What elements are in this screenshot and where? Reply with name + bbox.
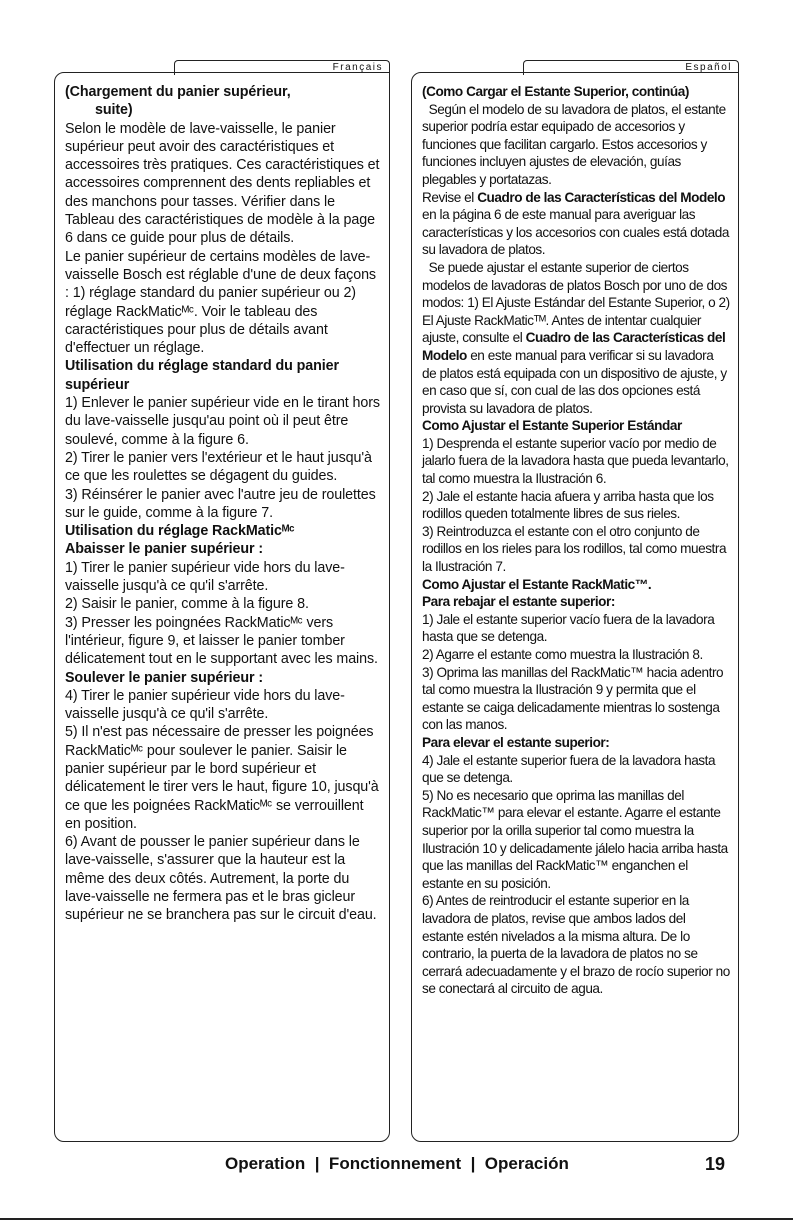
section-heading: Utilisation du réglage RackMaticᴹᶜ bbox=[65, 523, 295, 540]
bottom-rule bbox=[0, 1218, 793, 1220]
section-heading: (Chargement du panier supérieur, bbox=[65, 84, 291, 100]
french-language-tab: Français bbox=[174, 60, 390, 75]
section-heading: Soulever le panier supérieur : bbox=[65, 669, 264, 686]
paragraph: Le panier supérieur de certains modèles de lave-vaisselle Bosch est réglable d'une de deux façons : 1) réglage standard du panier supérieur ou 2) réglage RackMaticᴹᶜ. Voir le tableau des caractéristiques pour plus de détails avant d'effectuer un réglage. bbox=[65, 248, 376, 357]
text-run: en la página 6 de este manual para averiguar las características y los accesorios con cuales está dotada su lavadora de platos. bbox=[422, 207, 729, 258]
text-run: Se puede ajustar el estante superior de ciertos modelos de lavadoras de platos Bosch por uno de dos modos: 1) El Ajuste Estándar del Estante Superior, o 2) El Ajuste RackMaticᵀᴹ. Antes de intentar cualquier ajuste, consulte el bbox=[422, 259, 730, 346]
section-heading: Para rebajar el estante superior: bbox=[422, 594, 615, 610]
paragraph: 2) Agarre el estante como muestra la Ilustración 8. bbox=[422, 647, 703, 662]
french-column bbox=[54, 72, 390, 1142]
bold-reference: Cuadro de las Características del Modelo bbox=[477, 189, 726, 205]
paragraph: 3) Oprima las manillas del RackMatic™ hacia adentro tal como muestra la Ilustración 9 y permita que el estante se caiga delicadamente mientras lo sostenga con las manos. bbox=[422, 664, 724, 733]
paragraph bbox=[422, 189, 730, 259]
text-run: Revise el bbox=[422, 189, 478, 205]
spanish-content bbox=[422, 83, 730, 998]
paragraph: 4) Jale el estante superior fuera de la lavadora hasta que se detenga. bbox=[422, 752, 716, 786]
paragraph: 1) Enlever le panier supérieur vide en le tirant hors du lave-vaisselle jusqu'au point où il peut être soulevé, comme à la figure 6. bbox=[65, 395, 380, 448]
paragraph: 6) Avant de pousser le panier supérieur dans le lave-vaisselle, s'assurer que la hauteur est la même des deux côtés. Autrement, la porte du lave-vaisselle ne fermera pas et le bras gicleur supérieur ne se branchera pas sur le circuit d'eau. bbox=[65, 834, 377, 924]
bold-reference: Cuadro de las Características del Modelo bbox=[422, 330, 726, 363]
paragraph: 3) Réinsérer le panier avec l'autre jeu de roulettes sur le guide, comme à la figure 7. bbox=[65, 486, 376, 521]
paragraph: 5) No es necesario que oprima las manillas del RackMatic™ para elevar el estante. Agarre el estante superior por la orilla superior tal como muestra la Ilustración 10 y delicadamente jálelo hacia arriba hasta que las manillas del RackMatic™ enganchen el estante en su posición. bbox=[422, 787, 728, 891]
paragraph: 6) Antes de reintroducir el estante superior en la lavadora de platos, revise que ambos lados del estante estén nivelados a la misma altura. De lo contrario, la puerta de la lavadora de platos no se cerrará adecuadamente y el brazo de rocío superior no se conectará al circuito de agua. bbox=[422, 893, 730, 997]
paragraph: Según el modelo de su lavadora de platos, el estante superior podría estar equipado de accesorios y funciones que facilitan cargarlo. Estos accesorios y funciones incluyen ajustes de elevación, guías plegables y portatazas. bbox=[422, 101, 726, 187]
section-heading: suite) bbox=[95, 102, 133, 119]
text-run: en este manual para verificar si su lavadora de platos está equipada con un dispositivo de ajuste, y en caso que sí, con cual de las dos opciones está provista su lavadora de platos. bbox=[422, 347, 727, 416]
section-heading: Como Ajustar el Estante Superior Estándar bbox=[422, 418, 682, 434]
paragraph: 3) Presser les poingnées RackMaticᴹᶜ vers l'intérieur, figure 9, et laisser le panier tomber délicatement tout en le supportant avec les mains. bbox=[65, 614, 378, 668]
paragraph: 2) Tirer le panier vers l'extérieur et le haut jusqu'à ce que les roulettes se dégagent du guides. bbox=[65, 449, 372, 485]
section-heading: Abaisser le panier supérieur : bbox=[65, 541, 264, 558]
page-number: 19 bbox=[705, 1154, 726, 1174]
paragraph: 3) Reintroduzca el estante con el otro conjunto de rodillos en los rieles para los rodillos, tal como muestra la Ilustración 7. bbox=[422, 523, 727, 575]
french-content bbox=[65, 83, 381, 925]
paragraph bbox=[422, 259, 730, 417]
paragraph: 2) Saisir le panier, comme à la figure 8. bbox=[65, 596, 309, 613]
paragraph: 1) Jale el estante superior vacío fuera de la lavadora hasta que se detenga. bbox=[422, 611, 715, 645]
paragraph: Selon le modèle de lave-vaisselle, le panier supérieur peut avoir des caractéristiques et accessoires très pratiques. Ces caractéristiques et accessoires comprennent des dents repliables et des manchons pour tasses. Vérifier dans le Tableau des caractéristiques de modèle à la page 6 dans ce guide pour plus de détails. bbox=[65, 120, 380, 247]
section-heading: (Como Cargar el Estante Superior, continúa) bbox=[422, 84, 689, 99]
section-heading: Para elevar el estante superior: bbox=[422, 734, 610, 750]
paragraph: 1) Desprenda el estante superior vacío por medio de jalarlo fuera de la lavadora hasta que pueda levantarlo, tal como muestra la Ilustración 6. bbox=[422, 435, 729, 487]
page-footer bbox=[0, 1154, 793, 1178]
spanish-column bbox=[411, 72, 739, 1142]
footer-section-title: Operation | Fonctionnement | Operación bbox=[225, 1154, 569, 1173]
paragraph: 4) Tirer le panier supérieur vide hors du lave-vaisselle jusqu'à ce qu'il s'arrête. bbox=[65, 687, 345, 723]
paragraph: 2) Jale el estante hacia afuera y arriba hasta que los rodillos queden totalmente libres de sus rieles. bbox=[422, 488, 714, 522]
section-heading: Utilisation du réglage standard du panier supérieur bbox=[65, 358, 339, 393]
spanish-language-tab: Español bbox=[523, 60, 739, 75]
section-heading: Como Ajustar el Estante RackMatic™. bbox=[422, 576, 652, 592]
paragraph: 5) Il n'est pas nécessaire de presser les poignées RackMaticᴹᶜ pour soulever le panier. Saisir le panier supérieur par le bord supérieur et délicatement le tirer vers le haut, figure 10, jusqu'à ce que les poignées RackMaticᴹᶜ se verrouillent en position. bbox=[65, 724, 379, 832]
paragraph: 1) Tirer le panier supérieur vide hors du lave-vaisselle jusqu'à ce qu'il s'arrête. bbox=[65, 559, 345, 595]
